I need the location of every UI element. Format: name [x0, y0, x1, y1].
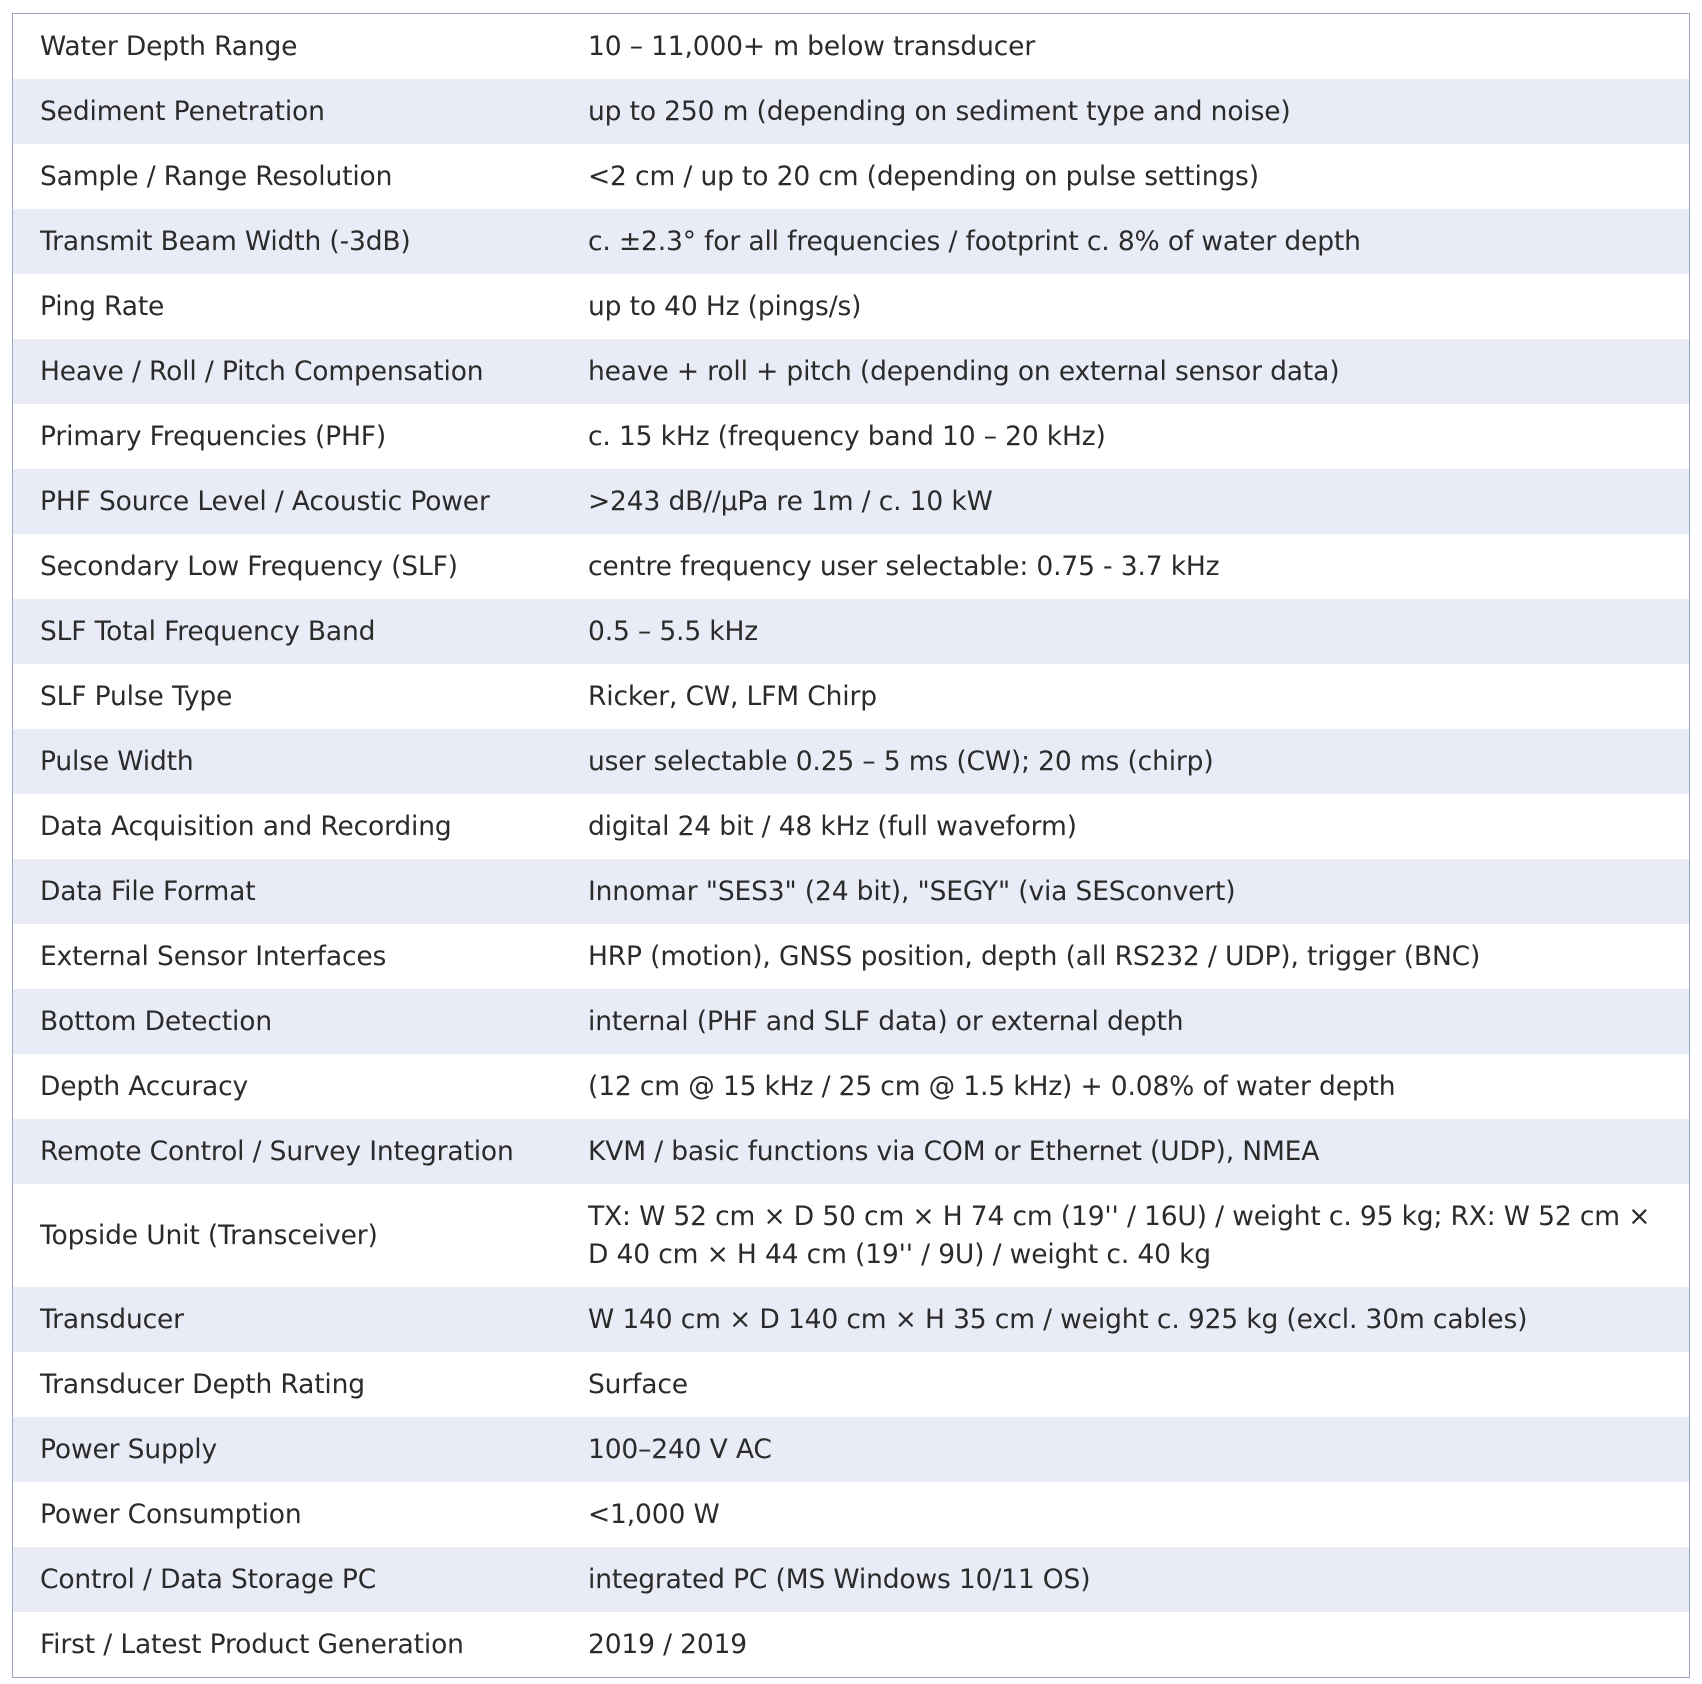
- table-row: [13, 1612, 1689, 1677]
- table-row: [13, 1287, 1689, 1352]
- table-row: [13, 1352, 1689, 1417]
- table-row: [13, 989, 1689, 1054]
- spec-label: SLF Total Frequency Band: [13, 599, 588, 664]
- spec-label: Data File Format: [13, 859, 588, 924]
- spec-label: Data Acquisition and Recording: [40, 810, 452, 842]
- spec-table-container: [12, 13, 1690, 1678]
- table-row: [13, 1184, 1689, 1287]
- spec-label: Heave / Roll / Pitch Compensation: [13, 339, 588, 404]
- table-row: [13, 1482, 1689, 1547]
- spec-label: Sample / Range Resolution: [40, 160, 393, 192]
- spec-value: user selectable 0.25 – 5 ms (CW); 20 ms (chirp): [588, 729, 1689, 794]
- spec-value: (12 cm @ 15 kHz / 25 cm @ 1.5 kHz) + 0.08% of water depth: [588, 1070, 1396, 1102]
- spec-table-body: [13, 14, 1689, 1677]
- spec-label: Depth Accuracy: [40, 1070, 249, 1102]
- spec-value: Innomar "SES3" (24 bit), "SEGY" (via SESconvert): [588, 859, 1689, 924]
- table-row: [13, 599, 1689, 664]
- spec-label: Remote Control / Survey Integration: [13, 1119, 588, 1184]
- table-row: [13, 404, 1689, 469]
- spec-value: up to 40 Hz (pings/s): [588, 290, 862, 322]
- spec-label: First / Latest Product Generation: [40, 1628, 464, 1660]
- spec-value: 10 – 11,000+ m below transducer: [588, 30, 1036, 62]
- spec-value: 100–240 V AC: [588, 1417, 1689, 1482]
- table-row: [13, 469, 1689, 534]
- spec-value: W 140 cm × D 140 cm × H 35 cm / weight c. 925 kg (excl. 30m cables): [588, 1287, 1689, 1352]
- spec-value: heave + roll + pitch (depending on external sensor data): [588, 339, 1689, 404]
- spec-label: Bottom Detection: [13, 989, 588, 1054]
- spec-label: Power Supply: [13, 1417, 588, 1482]
- table-row: [13, 534, 1689, 599]
- spec-value: c. ±2.3° for all frequencies / footprint c. 8% of water depth: [588, 209, 1689, 274]
- table-row: [13, 1417, 1689, 1482]
- spec-label: Transducer: [13, 1287, 588, 1352]
- table-row: [13, 924, 1689, 989]
- spec-value: HRP (motion), GNSS position, depth (all RS232 / UDP), trigger (BNC): [588, 940, 1481, 972]
- spec-value: Ricker, CW, LFM Chirp: [588, 680, 877, 712]
- spec-value: KVM / basic functions via COM or Ethernet (UDP), NMEA: [588, 1119, 1689, 1184]
- table-row: [13, 274, 1689, 339]
- table-row: [13, 209, 1689, 274]
- spec-label: Transducer Depth Rating: [40, 1368, 365, 1400]
- spec-label: Transmit Beam Width (-3dB): [13, 209, 588, 274]
- table-row: [13, 664, 1689, 729]
- spec-label: External Sensor Interfaces: [40, 940, 387, 972]
- spec-value: >243 dB//µPa re 1m / c. 10 kW: [588, 469, 1689, 534]
- table-row: [13, 79, 1689, 144]
- table-row: [13, 1119, 1689, 1184]
- table-row: [13, 729, 1689, 794]
- spec-label: PHF Source Level / Acoustic Power: [13, 469, 588, 534]
- spec-label: Sediment Penetration: [13, 79, 588, 144]
- spec-value: c. 15 kHz (frequency band 10 – 20 kHz): [588, 420, 1106, 452]
- table-row: [13, 859, 1689, 924]
- table-row: [13, 1547, 1689, 1612]
- spec-value: centre frequency user selectable: 0.75 - 3.7 kHz: [588, 550, 1220, 582]
- spec-label: Pulse Width: [13, 729, 588, 794]
- spec-label: Water Depth Range: [40, 30, 298, 62]
- spec-value: internal (PHF and SLF data) or external depth: [588, 989, 1689, 1054]
- spec-value: digital 24 bit / 48 kHz (full waveform): [588, 810, 1077, 842]
- spec-label: Power Consumption: [40, 1498, 302, 1530]
- table-row: [13, 144, 1689, 209]
- spec-value: up to 250 m (depending on sediment type and noise): [588, 79, 1689, 144]
- spec-label: Control / Data Storage PC: [13, 1547, 588, 1612]
- spec-value: Surface: [588, 1368, 688, 1400]
- spec-value: <1,000 W: [588, 1498, 720, 1530]
- spec-label: Secondary Low Frequency (SLF): [40, 550, 458, 582]
- table-row: [13, 14, 1689, 79]
- spec-table: [13, 14, 1689, 1677]
- table-row: [13, 1054, 1689, 1119]
- spec-value: TX: W 52 cm × D 50 cm × H 74 cm (19'' / 16U) / weight c. 95 kg; RX: W 52 cm × D 40 cm × H 44 cm (19'' / 9U) / weight c. 40 kg: [588, 1200, 1651, 1270]
- spec-label: Ping Rate: [40, 290, 165, 322]
- spec-value: <2 cm / up to 20 cm (depending on pulse settings): [588, 160, 1259, 192]
- table-row: [13, 794, 1689, 859]
- spec-value: 0.5 – 5.5 kHz: [588, 599, 1689, 664]
- spec-value: integrated PC (MS Windows 10/11 OS): [588, 1547, 1689, 1612]
- spec-value: 2019 / 2019: [588, 1628, 748, 1660]
- spec-label: SLF Pulse Type: [40, 680, 233, 712]
- spec-label: Primary Frequencies (PHF): [40, 420, 387, 452]
- spec-label: Topside Unit (Transceiver): [40, 1219, 378, 1251]
- table-row: [13, 339, 1689, 404]
